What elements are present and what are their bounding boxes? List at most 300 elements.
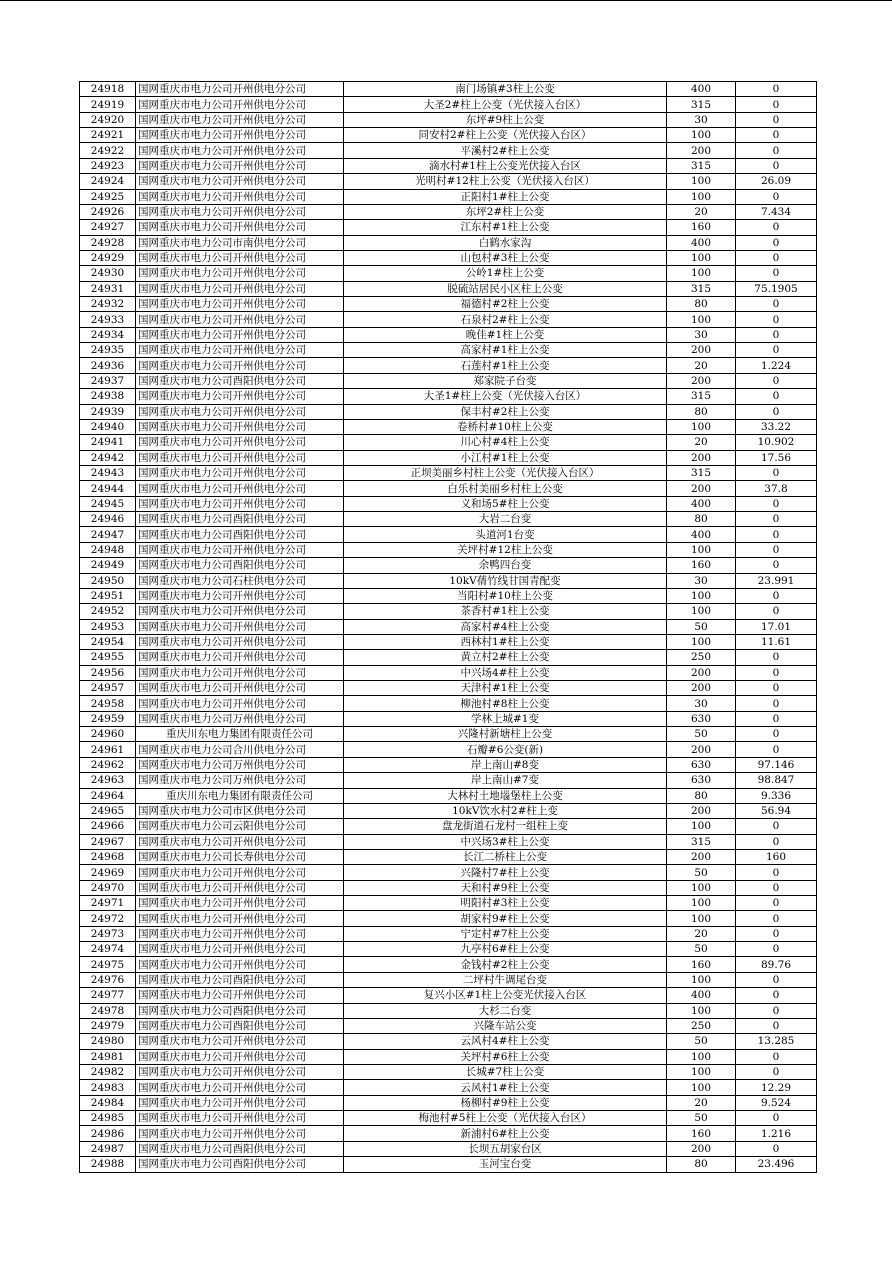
cell-station-name: 云风村1#柱上公变 [344, 1080, 667, 1095]
cell-capacity: 80 [667, 788, 736, 803]
cell-station-name: 杨柳村#9柱上公变 [344, 1095, 667, 1110]
cell-company: 国网重庆市电力公司开州供电分公司 [136, 880, 344, 895]
cell-company: 国网重庆市电力公司开州供电分公司 [136, 1095, 344, 1110]
table-row [80, 1126, 817, 1141]
cell-capacity: 160 [667, 558, 736, 573]
cell-company: 国网重庆市电力公司开州供电分公司 [136, 665, 344, 680]
table-row [80, 1018, 817, 1033]
cell-id: 24939 [80, 404, 136, 419]
cell-id: 24947 [80, 527, 136, 542]
cell-value: 0 [736, 143, 817, 158]
cell-capacity: 200 [667, 803, 736, 818]
cell-company: 国网重庆市电力公司酉阳供电分公司 [136, 1157, 344, 1172]
cell-capacity: 200 [667, 143, 736, 158]
cell-capacity: 100 [667, 1080, 736, 1095]
cell-value: 11.61 [736, 634, 817, 649]
cell-capacity: 100 [667, 604, 736, 619]
cell-company: 国网重庆市电力公司万州供电分公司 [136, 773, 344, 788]
cell-id: 24932 [80, 297, 136, 312]
table-row [80, 665, 817, 680]
cell-capacity: 400 [667, 988, 736, 1003]
cell-company: 国网重庆市电力公司开州供电分公司 [136, 82, 344, 97]
table-row [80, 880, 817, 895]
cell-value: 0 [736, 1003, 817, 1018]
table-row [80, 496, 817, 511]
cell-id: 24934 [80, 327, 136, 342]
table-row [80, 481, 817, 496]
cell-id: 24986 [80, 1126, 136, 1141]
cell-station-name: 头道河1台变 [344, 527, 667, 542]
cell-capacity: 20 [667, 926, 736, 941]
table-row [80, 681, 817, 696]
cell-station-name: 同安村2#柱上公变（光伏接入台区） [344, 128, 667, 143]
cell-company: 国网重庆市电力公司开州供电分公司 [136, 1126, 344, 1141]
cell-id: 24980 [80, 1034, 136, 1049]
cell-value: 0 [736, 819, 817, 834]
cell-value: 7.434 [736, 204, 817, 219]
cell-station-name: 金钱村#2柱上公变 [344, 957, 667, 972]
cell-value: 0 [736, 496, 817, 511]
cell-station-name: 郑家院子台变 [344, 373, 667, 388]
table-row [80, 1049, 817, 1064]
cell-capacity: 20 [667, 1095, 736, 1110]
table-row [80, 373, 817, 388]
cell-station-name: 长江二桥柱上公变 [344, 849, 667, 864]
cell-station-name: 福德村#2柱上公变 [344, 297, 667, 312]
cell-id: 24923 [80, 158, 136, 173]
cell-station-name: 义和场5#柱上公变 [344, 496, 667, 511]
table-row [80, 604, 817, 619]
cell-id: 24983 [80, 1080, 136, 1095]
cell-id: 24940 [80, 419, 136, 434]
cell-value: 17.01 [736, 619, 817, 634]
cell-id: 24984 [80, 1095, 136, 1110]
cell-company: 国网重庆市电力公司酉阳供电分公司 [136, 1018, 344, 1033]
cell-id: 24922 [80, 143, 136, 158]
cell-value: 23.991 [736, 573, 817, 588]
cell-value: 0 [736, 82, 817, 97]
cell-company: 国网重庆市电力公司开州供电分公司 [136, 327, 344, 342]
cell-value: 0 [736, 1049, 817, 1064]
cell-value: 0 [736, 250, 817, 265]
cell-capacity: 100 [667, 588, 736, 603]
cell-id: 24929 [80, 250, 136, 265]
cell-value: 0 [736, 696, 817, 711]
cell-station-name: 梅池村#5柱上公变（光伏接入台区） [344, 1111, 667, 1126]
cell-company: 国网重庆市电力公司开州供电分公司 [136, 128, 344, 143]
cell-value: 0 [736, 665, 817, 680]
table-row [80, 189, 817, 204]
cell-capacity: 100 [667, 419, 736, 434]
table-row [80, 204, 817, 219]
cell-company: 国网重庆市电力公司开州供电分公司 [136, 604, 344, 619]
cell-id: 24937 [80, 373, 136, 388]
cell-station-name: 大杉二台变 [344, 1003, 667, 1018]
cell-value: 33.22 [736, 419, 817, 434]
cell-company: 国网重庆市电力公司开州供电分公司 [136, 1080, 344, 1095]
table-row [80, 896, 817, 911]
cell-station-name: 天和村#9柱上公变 [344, 880, 667, 895]
cell-value: 0 [736, 512, 817, 527]
cell-id: 24974 [80, 942, 136, 957]
cell-capacity: 100 [667, 128, 736, 143]
cell-value: 23.496 [736, 1157, 817, 1172]
cell-capacity: 100 [667, 189, 736, 204]
cell-id: 24977 [80, 988, 136, 1003]
cell-capacity: 50 [667, 1034, 736, 1049]
cell-value: 0 [736, 711, 817, 726]
cell-id: 24931 [80, 281, 136, 296]
cell-company: 国网重庆市电力公司酉阳供电分公司 [136, 558, 344, 573]
cell-station-name: 茶香村#1柱上公变 [344, 604, 667, 619]
cell-station-name: 石瓣#6公变(新) [344, 742, 667, 757]
cell-station-name: 兴隆车站公变 [344, 1018, 667, 1033]
cell-capacity: 30 [667, 573, 736, 588]
cell-id: 24949 [80, 558, 136, 573]
cell-company: 国网重庆市电力公司开州供电分公司 [136, 435, 344, 450]
cell-capacity: 50 [667, 1111, 736, 1126]
cell-company: 国网重庆市电力公司开州供电分公司 [136, 204, 344, 219]
cell-capacity: 100 [667, 880, 736, 895]
cell-company: 国网重庆市电力公司开州供电分公司 [136, 1034, 344, 1049]
cell-capacity: 315 [667, 389, 736, 404]
table-row [80, 573, 817, 588]
table-row [80, 1111, 817, 1126]
cell-company: 国网重庆市电力公司开州供电分公司 [136, 957, 344, 972]
table-row [80, 112, 817, 127]
cell-capacity: 400 [667, 82, 736, 97]
table-row [80, 82, 817, 97]
transformer-table [79, 81, 817, 1173]
table-row [80, 266, 817, 281]
cell-company: 国网重庆市电力公司开州供电分公司 [136, 174, 344, 189]
cell-station-name: 胡家村9#柱上公变 [344, 911, 667, 926]
table-row [80, 512, 817, 527]
cell-capacity: 200 [667, 742, 736, 757]
cell-id: 24918 [80, 82, 136, 97]
table-row [80, 942, 817, 957]
cell-station-name: 山包村#3柱上公变 [344, 250, 667, 265]
cell-station-name: 柳池村#8柱上公变 [344, 696, 667, 711]
cell-id: 24971 [80, 896, 136, 911]
cell-value: 26.09 [736, 174, 817, 189]
cell-value: 0 [736, 128, 817, 143]
cell-id: 24953 [80, 619, 136, 634]
table-row [80, 926, 817, 941]
cell-station-name: 大林村土地堖堡柱上公变 [344, 788, 667, 803]
cell-capacity: 315 [667, 834, 736, 849]
table-row [80, 834, 817, 849]
cell-station-name: 石泉村2#柱上公变 [344, 312, 667, 327]
cell-station-name: 东坪2#柱上公变 [344, 204, 667, 219]
cell-value: 0 [736, 727, 817, 742]
cell-capacity: 80 [667, 297, 736, 312]
cell-id: 24925 [80, 189, 136, 204]
cell-station-name: 小江村#1柱上公变 [344, 450, 667, 465]
cell-capacity: 20 [667, 358, 736, 373]
cell-capacity: 200 [667, 481, 736, 496]
cell-station-name: 卷桥村#10柱上公变 [344, 419, 667, 434]
cell-id: 24962 [80, 757, 136, 772]
cell-station-name: 九亭村6#柱上公变 [344, 942, 667, 957]
cell-station-name: 岸上南山#8变 [344, 757, 667, 772]
cell-id: 24964 [80, 788, 136, 803]
cell-capacity: 50 [667, 727, 736, 742]
cell-company: 国网重庆市电力公司酉阳供电分公司 [136, 1003, 344, 1018]
cell-company: 国网重庆市电力公司开州供电分公司 [136, 297, 344, 312]
cell-value: 0 [736, 911, 817, 926]
table-row [80, 988, 817, 1003]
cell-station-name: 西林村1#柱上公变 [344, 634, 667, 649]
cell-company: 国网重庆市电力公司酉阳供电分公司 [136, 527, 344, 542]
table-row [80, 97, 817, 112]
cell-value: 0 [736, 112, 817, 127]
table-row [80, 128, 817, 143]
cell-company: 重庆川东电力集团有限责任公司 [136, 788, 344, 803]
cell-company: 国网重庆市电力公司酉阳供电分公司 [136, 512, 344, 527]
cell-capacity: 100 [667, 911, 736, 926]
cell-company: 国网重庆市电力公司开州供电分公司 [136, 834, 344, 849]
cell-value: 0 [736, 235, 817, 250]
table-row [80, 1141, 817, 1156]
cell-id: 24958 [80, 696, 136, 711]
cell-id: 24957 [80, 681, 136, 696]
table-row [80, 650, 817, 665]
cell-id: 24969 [80, 865, 136, 880]
cell-value: 97.146 [736, 757, 817, 772]
cell-station-name: 新浦村6#柱上公变 [344, 1126, 667, 1141]
table-row [80, 819, 817, 834]
cell-capacity: 100 [667, 250, 736, 265]
cell-id: 24938 [80, 389, 136, 404]
cell-capacity: 20 [667, 204, 736, 219]
cell-id: 24988 [80, 1157, 136, 1172]
cell-capacity: 30 [667, 327, 736, 342]
cell-value: 0 [736, 404, 817, 419]
cell-id: 24921 [80, 128, 136, 143]
cell-station-name: 云风村4#柱上公变 [344, 1034, 667, 1049]
cell-id: 24927 [80, 220, 136, 235]
cell-company: 国网重庆市电力公司开州供电分公司 [136, 465, 344, 480]
cell-station-name: 二坪村牛调尾台变 [344, 972, 667, 987]
cell-value: 12.29 [736, 1080, 817, 1095]
table-row [80, 773, 817, 788]
cell-value: 0 [736, 220, 817, 235]
cell-station-name: 大圣2#柱上公变（光伏接入台区） [344, 97, 667, 112]
cell-id: 24981 [80, 1049, 136, 1064]
cell-station-name: 高家村#1柱上公变 [344, 343, 667, 358]
table-row [80, 558, 817, 573]
table-row [80, 588, 817, 603]
table-row [80, 235, 817, 250]
cell-id: 24973 [80, 926, 136, 941]
cell-id: 24985 [80, 1111, 136, 1126]
table-row [80, 742, 817, 757]
cell-company: 国网重庆市电力公司开州供电分公司 [136, 250, 344, 265]
cell-station-name: 关坪村#12柱上公变 [344, 542, 667, 557]
cell-station-name: 中兴场3#柱上公变 [344, 834, 667, 849]
cell-company: 国网重庆市电力公司酉阳供电分公司 [136, 373, 344, 388]
cell-id: 24956 [80, 665, 136, 680]
cell-value: 160 [736, 849, 817, 864]
table-row [80, 634, 817, 649]
cell-value: 0 [736, 1018, 817, 1033]
cell-station-name: 岸上南山#7变 [344, 773, 667, 788]
cell-id: 24987 [80, 1141, 136, 1156]
cell-capacity: 80 [667, 512, 736, 527]
cell-id: 24945 [80, 496, 136, 511]
cell-station-name: 关坪村#6柱上公变 [344, 1049, 667, 1064]
page-top-rule [0, 0, 892, 1]
cell-company: 国网重庆市电力公司开州供电分公司 [136, 634, 344, 649]
cell-capacity: 160 [667, 220, 736, 235]
cell-capacity: 30 [667, 112, 736, 127]
cell-company: 国网重庆市电力公司开州供电分公司 [136, 112, 344, 127]
cell-station-name: 宁定村#7柱上公变 [344, 926, 667, 941]
cell-value: 0 [736, 865, 817, 880]
cell-station-name: 大岩二台变 [344, 512, 667, 527]
cell-station-name: 平溪村2#柱上公变 [344, 143, 667, 158]
cell-id: 24936 [80, 358, 136, 373]
cell-id: 24920 [80, 112, 136, 127]
cell-id: 24952 [80, 604, 136, 619]
cell-company: 国网重庆市电力公司开州供电分公司 [136, 911, 344, 926]
cell-value: 0 [736, 527, 817, 542]
cell-value: 0 [736, 158, 817, 173]
cell-value: 0 [736, 312, 817, 327]
cell-station-name: 脱硫站居民小区柱上公变 [344, 281, 667, 296]
cell-station-name: 长城#7柱上公变 [344, 1065, 667, 1080]
cell-id: 24972 [80, 911, 136, 926]
cell-capacity: 315 [667, 158, 736, 173]
cell-capacity: 20 [667, 435, 736, 450]
cell-value: 0 [736, 972, 817, 987]
cell-value: 0 [736, 926, 817, 941]
table-row [80, 389, 817, 404]
cell-station-name: 兴隆村新塘柱上公变 [344, 727, 667, 742]
cell-value: 0 [736, 297, 817, 312]
cell-value: 0 [736, 942, 817, 957]
cell-station-name: 兴隆村7#柱上公变 [344, 865, 667, 880]
cell-capacity: 250 [667, 1018, 736, 1033]
cell-capacity: 100 [667, 1003, 736, 1018]
cell-value: 0 [736, 189, 817, 204]
cell-id: 24928 [80, 235, 136, 250]
cell-station-name: 高家村#4柱上公变 [344, 619, 667, 634]
cell-station-name: 10kV饮水村2#柱上变 [344, 803, 667, 818]
cell-capacity: 200 [667, 681, 736, 696]
cell-capacity: 400 [667, 496, 736, 511]
cell-company: 国网重庆市电力公司开州供电分公司 [136, 358, 344, 373]
cell-capacity: 200 [667, 1141, 736, 1156]
table-row [80, 527, 817, 542]
cell-value: 0 [736, 681, 817, 696]
cell-station-name: 天津村#1柱上公变 [344, 681, 667, 696]
cell-value: 0 [736, 266, 817, 281]
table-row [80, 711, 817, 726]
cell-value: 17.56 [736, 450, 817, 465]
cell-company: 国网重庆市电力公司酉阳供电分公司 [136, 972, 344, 987]
cell-station-name: 长坝五胡家台区 [344, 1141, 667, 1156]
table-row [80, 450, 817, 465]
cell-company: 国网重庆市电力公司开州供电分公司 [136, 158, 344, 173]
cell-value: 0 [736, 988, 817, 1003]
cell-capacity: 80 [667, 404, 736, 419]
table-row [80, 1034, 817, 1049]
cell-company: 国网重庆市电力公司开州供电分公司 [136, 97, 344, 112]
cell-id: 24942 [80, 450, 136, 465]
cell-company: 国网重庆市电力公司开州供电分公司 [136, 1049, 344, 1064]
cell-company: 国网重庆市电力公司开州供电分公司 [136, 619, 344, 634]
cell-company: 国网重庆市电力公司开州供电分公司 [136, 143, 344, 158]
cell-id: 24960 [80, 727, 136, 742]
cell-id: 24941 [80, 435, 136, 450]
cell-company: 国网重庆市电力公司开州供电分公司 [136, 650, 344, 665]
cell-value: 1.216 [736, 1126, 817, 1141]
table-row [80, 143, 817, 158]
cell-id: 24982 [80, 1065, 136, 1080]
cell-capacity: 100 [667, 819, 736, 834]
cell-value: 0 [736, 834, 817, 849]
cell-capacity: 160 [667, 957, 736, 972]
cell-company: 国网重庆市电力公司万州供电分公司 [136, 757, 344, 772]
table-row [80, 297, 817, 312]
cell-id: 24963 [80, 773, 136, 788]
cell-capacity: 100 [667, 266, 736, 281]
cell-company: 国网重庆市电力公司开州供电分公司 [136, 542, 344, 557]
cell-value: 9.336 [736, 788, 817, 803]
cell-company: 国网重庆市电力公司开州供电分公司 [136, 389, 344, 404]
cell-id: 24967 [80, 834, 136, 849]
cell-station-name: 盘龙街道石龙村一组柱上变 [344, 819, 667, 834]
cell-company: 国网重庆市电力公司开州供电分公司 [136, 1065, 344, 1080]
cell-company: 国网重庆市电力公司酉阳供电分公司 [136, 1141, 344, 1156]
cell-capacity: 50 [667, 865, 736, 880]
cell-id: 24979 [80, 1018, 136, 1033]
cell-capacity: 315 [667, 281, 736, 296]
table-row [80, 250, 817, 265]
cell-value: 0 [736, 465, 817, 480]
cell-capacity: 315 [667, 465, 736, 480]
table-row [80, 281, 817, 296]
table-row [80, 849, 817, 864]
cell-company: 国网重庆市电力公司开州供电分公司 [136, 189, 344, 204]
cell-station-name: 江东村#1柱上公变 [344, 220, 667, 235]
cell-value: 9.524 [736, 1095, 817, 1110]
cell-value: 89.76 [736, 957, 817, 972]
cell-station-name: 学林上城#1变 [344, 711, 667, 726]
cell-value: 0 [736, 389, 817, 404]
cell-capacity: 100 [667, 896, 736, 911]
cell-company: 国网重庆市电力公司开州供电分公司 [136, 419, 344, 434]
cell-company: 国网重庆市电力公司开州供电分公司 [136, 926, 344, 941]
cell-station-name: 复兴小区#1柱上公变光伏接入台区 [344, 988, 667, 1003]
cell-value: 0 [736, 742, 817, 757]
cell-id: 24970 [80, 880, 136, 895]
table-row [80, 327, 817, 342]
cell-company: 国网重庆市电力公司开州供电分公司 [136, 896, 344, 911]
cell-id: 24951 [80, 588, 136, 603]
cell-value: 1.224 [736, 358, 817, 373]
cell-station-name: 白乐村美丽乡村柱上公变 [344, 481, 667, 496]
cell-capacity: 30 [667, 696, 736, 711]
cell-capacity: 80 [667, 1157, 736, 1172]
cell-value: 37.8 [736, 481, 817, 496]
table-row [80, 1065, 817, 1080]
cell-station-name: 余鸭四台变 [344, 558, 667, 573]
cell-capacity: 50 [667, 619, 736, 634]
cell-value: 0 [736, 327, 817, 342]
